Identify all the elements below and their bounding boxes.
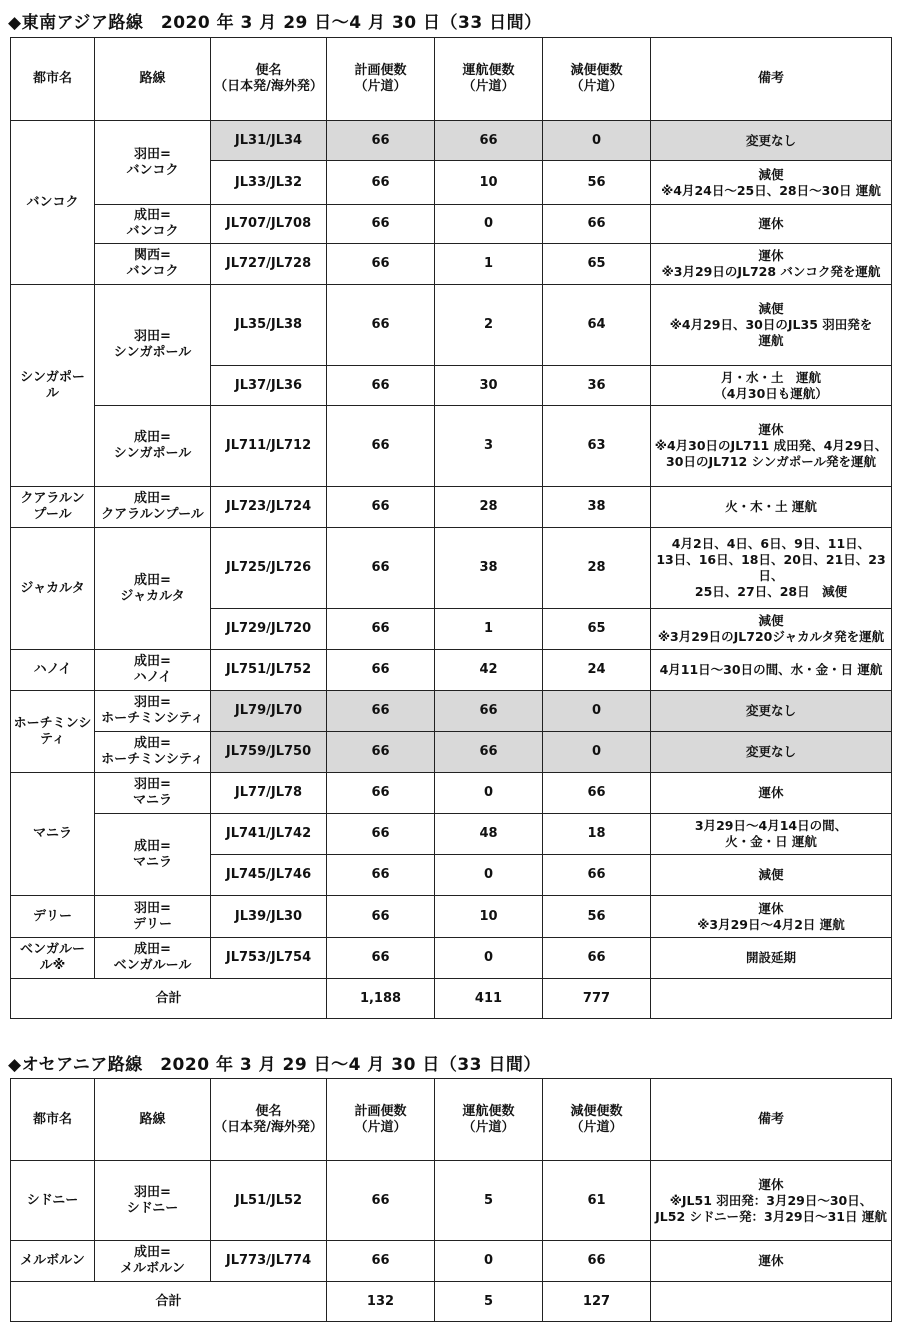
sea-section-title: ◆東南アジア路線 2020 年 3 月 29 日～4 月 30 日（33 日間） [8,13,542,33]
remarks-cell: 運休 [651,1241,892,1282]
table-header-row [11,38,892,121]
operated-cell: 0 [435,938,543,979]
route-cell: 成田= バンコク [95,205,211,244]
table-row [11,205,892,244]
reduced-cell: 24 [543,650,651,691]
remarks-cell: 開設延期 [651,938,892,979]
table-row [11,406,892,487]
flight-cell: JL707/JL708 [211,205,327,244]
table-row [11,487,892,528]
header-reduced: 減便便数 （片道） [543,1079,651,1161]
operated-cell: 1 [435,244,543,285]
route-cell: 成田= メルボルン [95,1241,211,1282]
table-row [11,244,892,285]
header-planned: 計画便数 （片道） [327,1079,435,1161]
remarks-cell: 減便 ※4月29日、30日のJL35 羽田発を 運航 [651,285,892,366]
total-planned: 132 [327,1282,435,1322]
remarks-cell: 運休 ※4月30日のJL711 成田発、4月29日、 30日のJL712 シンガポール発を運航 [651,406,892,487]
flight-cell: JL77/JL78 [211,773,327,814]
operated-cell: 38 [435,528,543,609]
route-cell: 成田= ベンガルール [95,938,211,979]
header-route: 路線 [95,1079,211,1161]
header-operated: 運航便数 （片道） [435,1079,543,1161]
flight-cell: JL39/JL30 [211,896,327,938]
total-operated: 5 [435,1282,543,1322]
planned-cell: 66 [327,896,435,938]
remarks-cell: 運休 [651,773,892,814]
city-cell: シドニー [11,1161,95,1241]
city-cell: メルボルン [11,1241,95,1282]
remarks-cell: 火・木・土 運航 [651,487,892,528]
city-cell: シンガポー ル [11,285,95,487]
flight-cell: JL773/JL774 [211,1241,327,1282]
city-cell: ベンガルー ル※ [11,938,95,979]
sea-flight-table [10,37,892,1019]
planned-cell: 66 [327,814,435,855]
planned-cell: 66 [327,406,435,487]
flight-cell: JL751/JL752 [211,650,327,691]
header-city: 都市名 [11,38,95,121]
operated-cell: 10 [435,896,543,938]
city-cell: マニラ [11,773,95,896]
header-flight: 便名 （日本発/海外発） [211,38,327,121]
flight-cell: JL31/JL34 [211,121,327,161]
total-remarks [651,979,892,1019]
flight-cell: JL79/JL70 [211,691,327,732]
flight-cell: JL35/JL38 [211,285,327,366]
flight-cell: JL727/JL728 [211,244,327,285]
remarks-cell: 3月29日～4月14日の間、 火・金・日 運航 [651,814,892,855]
header-remarks: 備考 [651,38,892,121]
route-cell: 成田= シンガポール [95,406,211,487]
planned-cell: 66 [327,1241,435,1282]
reduced-cell: 66 [543,1241,651,1282]
city-cell: バンコク [11,121,95,285]
operated-cell: 48 [435,814,543,855]
oce-flight-table [10,1078,892,1322]
remarks-cell: 変更なし [651,691,892,732]
route-cell: 成田= ハノイ [95,650,211,691]
remarks-cell: 運休 [651,205,892,244]
planned-cell: 66 [327,938,435,979]
flight-cell: JL759/JL750 [211,732,327,773]
operated-cell: 42 [435,650,543,691]
header-reduced: 減便便数 （片道） [543,38,651,121]
remarks-cell: 運休 ※3月29日～4月2日 運航 [651,896,892,938]
planned-cell: 66 [327,1161,435,1241]
city-cell: デリー [11,896,95,938]
route-cell: 成田= ジャカルタ [95,528,211,650]
table-row [11,121,892,161]
reduced-cell: 66 [543,773,651,814]
route-cell: 成田= マニラ [95,814,211,896]
remarks-cell: 変更なし [651,732,892,773]
operated-cell: 0 [435,855,543,896]
planned-cell: 66 [327,773,435,814]
remarks-cell: 減便 ※3月29日のJL720ジャカルタ発を運航 [651,609,892,650]
route-cell: 羽田= バンコク [95,121,211,205]
planned-cell: 66 [327,528,435,609]
total-reduced: 127 [543,1282,651,1322]
table-row [11,1161,892,1241]
flight-cell: JL753/JL754 [211,938,327,979]
operated-cell: 10 [435,161,543,205]
reduced-cell: 0 [543,732,651,773]
header-route: 路線 [95,38,211,121]
operated-cell: 28 [435,487,543,528]
reduced-cell: 36 [543,366,651,406]
planned-cell: 66 [327,650,435,691]
flight-cell: JL711/JL712 [211,406,327,487]
total-planned: 1,188 [327,979,435,1019]
route-cell: 関西= バンコク [95,244,211,285]
flight-cell: JL745/JL746 [211,855,327,896]
city-cell: クアラルン プール [11,487,95,528]
planned-cell: 66 [327,244,435,285]
reduced-cell: 64 [543,285,651,366]
reduced-cell: 65 [543,244,651,285]
planned-cell: 66 [327,732,435,773]
table-row [11,528,892,609]
remarks-cell: 運休 ※JL51 羽田発：3月29日～30日、 JL52 シドニー発：3月29日～31日 運航 [651,1161,892,1241]
reduced-cell: 0 [543,121,651,161]
table-row [11,938,892,979]
flight-cell: JL33/JL32 [211,161,327,205]
remarks-cell: 減便 [651,855,892,896]
route-cell: 羽田= マニラ [95,773,211,814]
flight-cell: JL51/JL52 [211,1161,327,1241]
route-cell: 羽田= デリー [95,896,211,938]
remarks-cell: 減便 ※4月24日～25日、28日～30日 運航 [651,161,892,205]
table-row [11,691,892,732]
remarks-cell: 4月2日、4日、6日、9日、11日、 13日、16日、18日、20日、21日、23日、 25日、27日、28日 減便 [651,528,892,609]
remarks-cell: 運休 ※3月29日のJL728 バンコク発を運航 [651,244,892,285]
operated-cell: 0 [435,205,543,244]
reduced-cell: 65 [543,609,651,650]
route-cell: 羽田= シドニー [95,1161,211,1241]
header-remarks: 備考 [651,1079,892,1161]
reduced-cell: 56 [543,896,651,938]
total-operated: 411 [435,979,543,1019]
flight-cell: JL741/JL742 [211,814,327,855]
planned-cell: 66 [327,285,435,366]
route-cell: 成田= クアラルンプール [95,487,211,528]
table-row [11,814,892,855]
flight-cell: JL725/JL726 [211,528,327,609]
reduced-cell: 61 [543,1161,651,1241]
remarks-cell: 月・水・土 運航 （4月30日も運航） [651,366,892,406]
reduced-cell: 66 [543,938,651,979]
reduced-cell: 63 [543,406,651,487]
operated-cell: 3 [435,406,543,487]
planned-cell: 66 [327,691,435,732]
table-row [11,1241,892,1282]
reduced-cell: 0 [543,691,651,732]
remarks-cell: 4月11日～30日の間、水・金・日 運航 [651,650,892,691]
total-row [11,979,892,1019]
planned-cell: 66 [327,609,435,650]
header-city: 都市名 [11,1079,95,1161]
city-cell: ハノイ [11,650,95,691]
flight-cell: JL729/JL720 [211,609,327,650]
operated-cell: 66 [435,691,543,732]
table-row [11,650,892,691]
operated-cell: 66 [435,121,543,161]
operated-cell: 30 [435,366,543,406]
planned-cell: 66 [327,161,435,205]
total-row [11,1282,892,1322]
reduced-cell: 66 [543,855,651,896]
reduced-cell: 56 [543,161,651,205]
total-label: 合計 [11,979,327,1019]
planned-cell: 66 [327,366,435,406]
operated-cell: 1 [435,609,543,650]
planned-cell: 66 [327,487,435,528]
operated-cell: 5 [435,1161,543,1241]
planned-cell: 66 [327,855,435,896]
reduced-cell: 28 [543,528,651,609]
total-remarks [651,1282,892,1322]
flight-cell: JL37/JL36 [211,366,327,406]
total-label: 合計 [11,1282,327,1322]
route-cell: 羽田= ホーチミンシティ [95,691,211,732]
route-cell: 羽田= シンガポール [95,285,211,406]
table-row [11,896,892,938]
route-cell: 成田= ホーチミンシティ [95,732,211,773]
city-cell: ホーチミンシ ティ [11,691,95,773]
oce-section-title: ◆オセアニア路線 2020 年 3 月 29 日～4 月 30 日（33 日間） [8,1055,541,1075]
table-header-row [11,1079,892,1161]
operated-cell: 66 [435,732,543,773]
header-planned: 計画便数 （片道） [327,38,435,121]
table-row [11,285,892,366]
flight-cell: JL723/JL724 [211,487,327,528]
table-row [11,773,892,814]
reduced-cell: 38 [543,487,651,528]
remarks-cell: 変更なし [651,121,892,161]
planned-cell: 66 [327,121,435,161]
reduced-cell: 18 [543,814,651,855]
header-operated: 運航便数 （片道） [435,38,543,121]
operated-cell: 0 [435,1241,543,1282]
header-flight: 便名 （日本発/海外発） [211,1079,327,1161]
planned-cell: 66 [327,205,435,244]
city-cell: ジャカルタ [11,528,95,650]
table-row [11,732,892,773]
operated-cell: 0 [435,773,543,814]
reduced-cell: 66 [543,205,651,244]
operated-cell: 2 [435,285,543,366]
total-reduced: 777 [543,979,651,1019]
